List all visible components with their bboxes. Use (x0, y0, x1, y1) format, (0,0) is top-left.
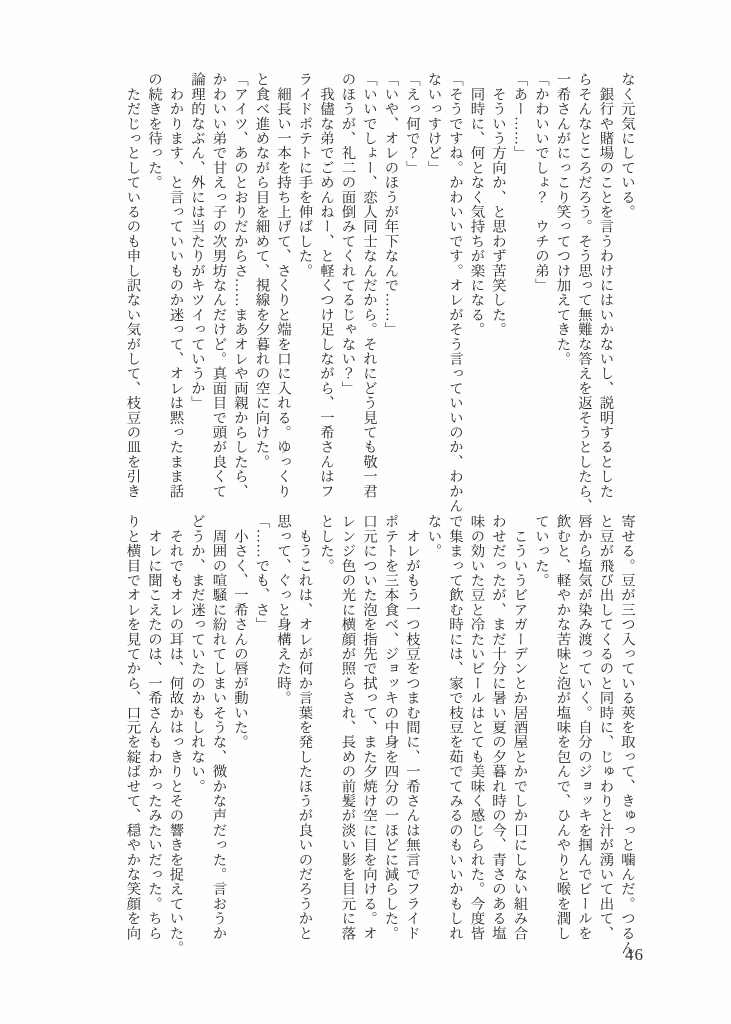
text-line: らそんなところだろう。そう思って無難な答えを返そうとしたら、 (576, 72, 592, 513)
text-line: と食べ進めながら目を細めて、視線を夕暮れの空に向けた。 (253, 72, 270, 469)
text-line: とした。 (318, 514, 334, 573)
text-line: わせだったが、まだ十分に暑い夏の夕暮れ時の今、青さのある塩 (490, 514, 506, 941)
text-block-upper (121, 72, 637, 524)
text-line: 一希さんがにっこり笑ってつけ加えてきた。 (554, 72, 571, 366)
text-line: 銀行や賭場のことを言うわけにはいかないし、説明するとした (597, 72, 614, 499)
text-line: 周囲の喧騒に紛れてしまいそうな、微かな声だった。言おうか (210, 514, 227, 941)
text-line: 唇から塩気が染み渡っていく。自分のジョッキを掴んでビールを (576, 514, 592, 941)
text-line: 同時に、何となく気持ちが楽になる。 (468, 72, 485, 337)
text-line: それでもオレの耳は、何故かはっきりとその響きを捉えていた。 (167, 514, 184, 955)
text-line: のほうが、礼二の面倒みてくれてるじゃない？」 (339, 72, 356, 396)
text-line: ライドポテトに手を伸ばした。 (296, 72, 313, 278)
text-line: どうか、まだ迷っていたのかもしれない。 (189, 514, 205, 794)
text-line: オレに聞こえたのは、一希さんもわかったみたいだった。ちら (146, 514, 162, 941)
text-line: 味の効いた豆と冷たいビールはとても美味く感じられた。今度皆 (468, 514, 485, 941)
text-line: と豆が飛び出してくるのと同時に、じゅわりと汁が湧いて出て、 (597, 514, 614, 941)
page-number: 46 (625, 945, 644, 964)
text-line: ポテトを三本食べ、ジョッキの中身を四分の一ほどに減らした。 (382, 514, 399, 941)
text-line: 小さく、一希さんの唇が動いた。 (232, 514, 248, 750)
text-line: りと横目でオレを見てから、口元を綻ばせて、穏やかな笑顔を向 (124, 514, 141, 941)
text-line: ただじっとしているのも申し訳ない気がして、枝豆の皿を引き (124, 72, 141, 499)
text-line: 思って、ぐっと身構えた時。 (275, 514, 291, 706)
text-line: ない。 (425, 514, 442, 559)
text-line: 飲むと、軽やかな苦味と泡が塩味を包んで、ひんやりと喉を潤し (554, 514, 571, 941)
text-line: で集まって飲む時には、家で枝豆を茹でてみるのもいいかもしれ (447, 514, 463, 941)
text-line: ていった。 (533, 514, 549, 588)
text-line: 「……でも、さ」 (253, 514, 270, 632)
text-line: かわいい弟で甘えっ子の次男坊なんだけど。真面目で頭が良くて (210, 72, 227, 499)
text-line: 口元についた泡を指先で拭って、また夕焼け空に目を向ける。オ (361, 514, 377, 941)
text-line: そういう方向か、と思わず苦笑した。 (490, 72, 506, 337)
text-line: わかります、と言っていいものか迷って、オレは黙ったまま話 (167, 72, 184, 499)
text-line: 「あー……」 (511, 72, 528, 161)
text-line: 「かわいいでしょ？ ウチの弟」 (533, 72, 549, 293)
text-line: レンジ色の光に横顔が照らされ、長めの前髪が淡い影を目元に落 (339, 514, 356, 941)
text-line: こういうビアガーデンとか居酒屋とかでしか口にしない組み合 (511, 514, 528, 941)
text-line: 「えっ何で？」 (404, 72, 420, 175)
text-line: オレがもう一つ枝豆をつまむ間に、一希さんは無言でフライド (404, 514, 420, 941)
text-line: 寄せる。豆が三つ入っている莢を取って、きゅっと噛んだ。つるん (619, 514, 635, 955)
text-line: 我儘な弟でごめんねー、と軽くつけ足しながら、一希さんはフ (318, 72, 334, 499)
text-block-lower (121, 514, 637, 966)
text-line: 「いいでしょー、恋人同士なんだから。それにどう見ても敬一君 (361, 72, 377, 499)
text-line: 「そうですね。かわいいです。オレがそう言っていいのか、わかん (447, 72, 463, 513)
text-line: 「アイツ、あのとおりだからさ……まあオレや両親からしたら、 (232, 72, 248, 499)
text-line: 論理的なぶん、外には当たりがキツイっていうか」 (189, 72, 205, 411)
text-line: 「いや、オレのほうが年下なんで……」 (382, 72, 399, 337)
text-line: 細長い一本を持ち上げて、さくりと端を口に入れる。ゆっくり (275, 72, 291, 499)
text-line: なく元気にしている。 (619, 72, 635, 219)
text-line: もうこれは、オレが何か言葉を発したほうが良いのだろうかと (296, 514, 313, 941)
text-line: ないっすけど」 (425, 72, 442, 175)
text-line: の続きを待った。 (146, 72, 162, 190)
